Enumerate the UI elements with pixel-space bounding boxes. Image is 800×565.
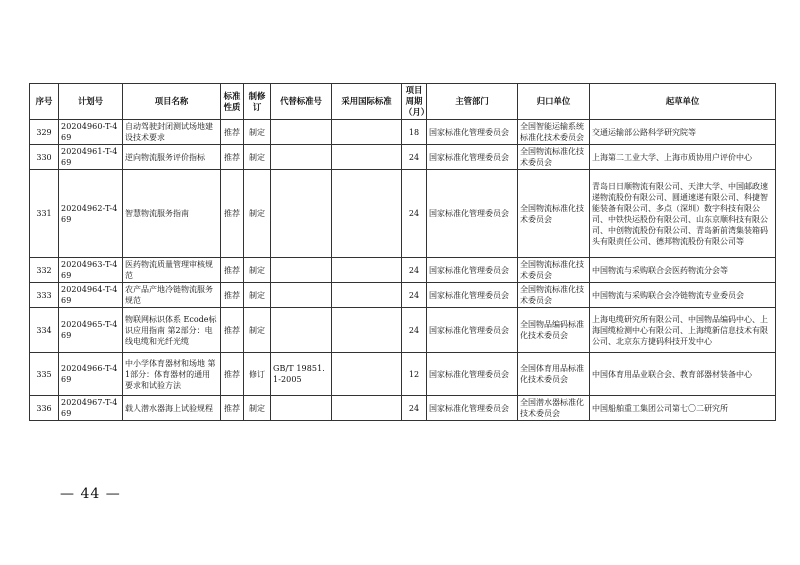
competent-department-cell: 国家标准化管理委员会: [427, 258, 518, 283]
international-standard-cell: [332, 353, 402, 396]
header-cell: 制修订: [244, 84, 271, 120]
replaced-standard-cell: GB/T 19851.1-2005: [271, 353, 332, 396]
plan-number-cell: 20204961-T-469: [59, 145, 123, 170]
page-number: — 44 —: [60, 486, 121, 502]
revision-type-cell: 制定: [244, 170, 271, 258]
header-cell: 主管部门: [427, 84, 518, 120]
technical-committee-cell: 全国物品编码标准化技术委员会: [518, 308, 590, 353]
technical-committee-cell: 全国潜水器标准化技术委员会: [518, 396, 590, 421]
standards-plan-table: [29, 83, 776, 421]
header-cell: 标准性质: [221, 84, 244, 120]
row-number-cell: 335: [30, 353, 59, 396]
replaced-standard-cell: [271, 308, 332, 353]
competent-department-cell: 国家标准化管理委员会: [427, 353, 518, 396]
project-name-cell: 物联网标识体系 Ecode标识应用指南 第2部分：电线电缆和光纤光缆: [123, 308, 221, 353]
revision-type-cell: 制定: [244, 396, 271, 421]
project-cycle-cell: 24: [402, 283, 427, 308]
project-name-cell: 逆向物流服务评价指标: [123, 145, 221, 170]
standard-nature-cell: 推荐: [221, 353, 244, 396]
project-name-cell: 医药物流质量管理审核规范: [123, 258, 221, 283]
international-standard-cell: [332, 308, 402, 353]
international-standard-cell: [332, 258, 402, 283]
technical-committee-cell: 全国物流标准化技术委员会: [518, 258, 590, 283]
drafting-unit-cell: 青岛日日顺物流有限公司、天津大学、中国邮政速递物流股份有限公司、圆通速递有限公司、科捷智能装备有限公司、多点（深圳）数字科技有限公司、中铁快运股份有限公司、山东京顺科技有限公司、中创物流股份有限公司、青岛新前湾集装箱码头有限责任公司、德邦物流股份有限公司等: [590, 170, 776, 258]
replaced-standard-cell: [271, 258, 332, 283]
table-row: [30, 283, 776, 308]
standard-nature-cell: 推荐: [221, 396, 244, 421]
table-row: [30, 170, 776, 258]
header-cell: 项目周期（月）: [402, 84, 427, 120]
international-standard-cell: [332, 283, 402, 308]
standard-nature-cell: 推荐: [221, 120, 244, 145]
drafting-unit-cell: 中国物流与采购联合会医药物流分会等: [590, 258, 776, 283]
standard-nature-cell: 推荐: [221, 258, 244, 283]
header-cell: 计划号: [59, 84, 123, 120]
table-row: [30, 353, 776, 396]
technical-committee-cell: 全国物流标准化技术委员会: [518, 170, 590, 258]
project-cycle-cell: 24: [402, 258, 427, 283]
project-name-cell: 载人潜水器海上试验规程: [123, 396, 221, 421]
drafting-unit-cell: 中国船舶重工集团公司第七〇二研究所: [590, 396, 776, 421]
header-cell: 项目名称: [123, 84, 221, 120]
revision-type-cell: 修订: [244, 353, 271, 396]
replaced-standard-cell: [271, 120, 332, 145]
competent-department-cell: 国家标准化管理委员会: [427, 120, 518, 145]
standard-nature-cell: 推荐: [221, 283, 244, 308]
technical-committee-cell: 全国智能运输系统标准化技术委员会: [518, 120, 590, 145]
replaced-standard-cell: [271, 283, 332, 308]
drafting-unit-cell: 上海电缆研究所有限公司、中国物品编码中心、上海国缆检测中心有限公司、上海缆新信息技术有限公司、北京东方捷码科技开发中心: [590, 308, 776, 353]
plan-number-cell: 20204965-T-469: [59, 308, 123, 353]
drafting-unit-cell: 交通运输部公路科学研究院等: [590, 120, 776, 145]
revision-type-cell: 制定: [244, 120, 271, 145]
revision-type-cell: 制定: [244, 308, 271, 353]
table-header-row: [30, 84, 776, 120]
technical-committee-cell: 全国体育用品标准化技术委员会: [518, 353, 590, 396]
international-standard-cell: [332, 170, 402, 258]
drafting-unit-cell: 中国体育用品业联合会、教育部器材装备中心: [590, 353, 776, 396]
competent-department-cell: 国家标准化管理委员会: [427, 170, 518, 258]
revision-type-cell: 制定: [244, 258, 271, 283]
header-cell: 归口单位: [518, 84, 590, 120]
table-row: [30, 145, 776, 170]
project-cycle-cell: 24: [402, 308, 427, 353]
standard-nature-cell: 推荐: [221, 170, 244, 258]
header-cell: 序号: [30, 84, 59, 120]
header-cell: 起草单位: [590, 84, 776, 120]
project-name-cell: 农产品产地冷链物流服务规范: [123, 283, 221, 308]
table-row: [30, 308, 776, 353]
row-number-cell: 331: [30, 170, 59, 258]
replaced-standard-cell: [271, 170, 332, 258]
revision-type-cell: 制定: [244, 145, 271, 170]
row-number-cell: 334: [30, 308, 59, 353]
international-standard-cell: [332, 396, 402, 421]
project-cycle-cell: 18: [402, 120, 427, 145]
drafting-unit-cell: 中国物流与采购联合会冷链物流专业委员会: [590, 283, 776, 308]
table-row: [30, 396, 776, 421]
plan-number-cell: 20204967-T-469: [59, 396, 123, 421]
header-cell: 采用国际标准: [332, 84, 402, 120]
plan-number-cell: 20204966-T-469: [59, 353, 123, 396]
competent-department-cell: 国家标准化管理委员会: [427, 145, 518, 170]
header-cell: 代替标准号: [271, 84, 332, 120]
project-name-cell: 中小学体育器材和场地 第1部分：体育器材的通用要求和试验方法: [123, 353, 221, 396]
row-number-cell: 329: [30, 120, 59, 145]
project-cycle-cell: 24: [402, 396, 427, 421]
project-name-cell: 智慧物流服务指南: [123, 170, 221, 258]
technical-committee-cell: 全国物流标准化技术委员会: [518, 283, 590, 308]
project-cycle-cell: 24: [402, 145, 427, 170]
plan-number-cell: 20204963-T-469: [59, 258, 123, 283]
standard-nature-cell: 推荐: [221, 145, 244, 170]
row-number-cell: 333: [30, 283, 59, 308]
standard-nature-cell: 推荐: [221, 308, 244, 353]
table-row: [30, 258, 776, 283]
replaced-standard-cell: [271, 145, 332, 170]
row-number-cell: 336: [30, 396, 59, 421]
plan-number-cell: 20204964-T-469: [59, 283, 123, 308]
row-number-cell: 332: [30, 258, 59, 283]
replaced-standard-cell: [271, 396, 332, 421]
project-name-cell: 自动驾驶封闭测试场地建设技术要求: [123, 120, 221, 145]
international-standard-cell: [332, 145, 402, 170]
table-row: [30, 120, 776, 145]
project-cycle-cell: 12: [402, 353, 427, 396]
row-number-cell: 330: [30, 145, 59, 170]
competent-department-cell: 国家标准化管理委员会: [427, 396, 518, 421]
plan-number-cell: 20204962-T-469: [59, 170, 123, 258]
revision-type-cell: 制定: [244, 283, 271, 308]
international-standard-cell: [332, 120, 402, 145]
technical-committee-cell: 全国物流标准化技术委员会: [518, 145, 590, 170]
plan-number-cell: 20204960-T-469: [59, 120, 123, 145]
project-cycle-cell: 24: [402, 170, 427, 258]
competent-department-cell: 国家标准化管理委员会: [427, 283, 518, 308]
competent-department-cell: 国家标准化管理委员会: [427, 308, 518, 353]
drafting-unit-cell: 上海第二工业大学、上海市质协用户评价中心: [590, 145, 776, 170]
